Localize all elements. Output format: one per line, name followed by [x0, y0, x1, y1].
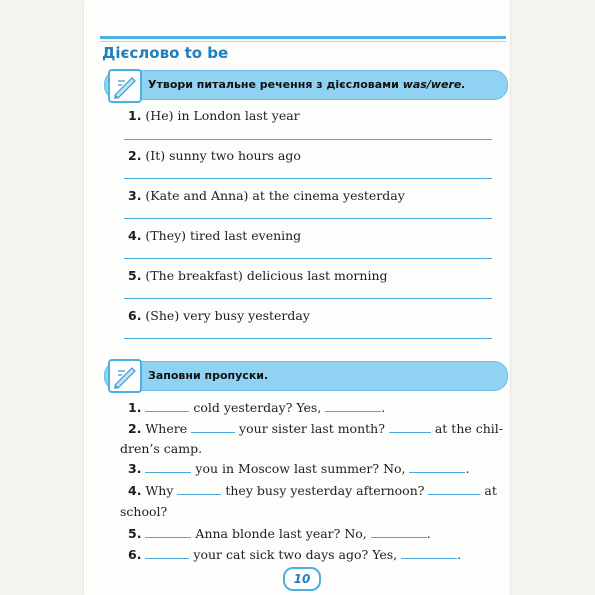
blank[interactable] — [325, 401, 381, 412]
page-number: 10 — [283, 567, 321, 591]
bleed-through-text — [470, 140, 474, 153]
exercise1-item-1: 1. (He) in London last year — [128, 108, 300, 123]
exercise2-item-1: 1. cold yesterday? Yes, . — [128, 400, 386, 415]
blank[interactable] — [177, 484, 221, 495]
exercise2-item-6: 6. your cat sick two days ago? Yes, . — [128, 547, 462, 562]
exercise2-item-4-cont: school? — [120, 504, 168, 519]
answer-line-5[interactable] — [124, 298, 492, 299]
header-rule — [100, 36, 506, 39]
blank[interactable] — [401, 548, 457, 559]
pencil-icon — [108, 359, 142, 393]
exercise2-item-2-cont: dren’s camp. — [120, 441, 203, 456]
answer-line-6[interactable] — [124, 338, 492, 339]
exercise1-item-4: 4. (They) tired last evening — [128, 228, 302, 243]
blank[interactable] — [145, 401, 189, 412]
exercise1-item-6: 6. (She) very busy yesterday — [128, 308, 310, 323]
answer-line-1[interactable] — [124, 139, 492, 140]
blank[interactable] — [145, 462, 191, 473]
blank[interactable] — [371, 527, 427, 538]
blank[interactable] — [409, 462, 465, 473]
pencil-icon — [108, 69, 142, 103]
exercise2-item-4: 4. Why they busy yesterday afternoon? at — [128, 483, 497, 498]
blank[interactable] — [389, 422, 431, 433]
exercise1-instruction: Утвори питальне речення з дієсловами was/were. — [148, 78, 466, 91]
answer-line-4[interactable] — [124, 258, 492, 259]
section-title: Дієслово to be — [102, 44, 229, 62]
blank[interactable] — [428, 484, 480, 495]
blank[interactable] — [145, 548, 189, 559]
exercise2-item-2: 2. Where your sister last month? at the chil- — [128, 421, 504, 436]
exercise1-item-5: 5. (The breakfast) delicious last morning — [128, 268, 388, 283]
exercise2-item-5: 5. Anna blonde last year? No, . — [128, 526, 431, 541]
answer-line-2[interactable] — [124, 178, 492, 179]
exercise2-item-3: 3. you in Moscow last summer? No, . — [128, 461, 470, 476]
header-rule-thin — [100, 41, 506, 42]
blank[interactable] — [145, 527, 191, 538]
blank[interactable] — [191, 422, 235, 433]
exercise1-item-3: 3. (Kate and Anna) at the cinema yesterday — [128, 188, 405, 203]
exercise2-instruction: Заповни пропуски. — [148, 369, 269, 382]
bleed-through-heading — [205, 2, 213, 32]
exercise1-item-2: 2. (It) sunny two hours ago — [128, 148, 301, 163]
answer-line-3[interactable] — [124, 218, 492, 219]
